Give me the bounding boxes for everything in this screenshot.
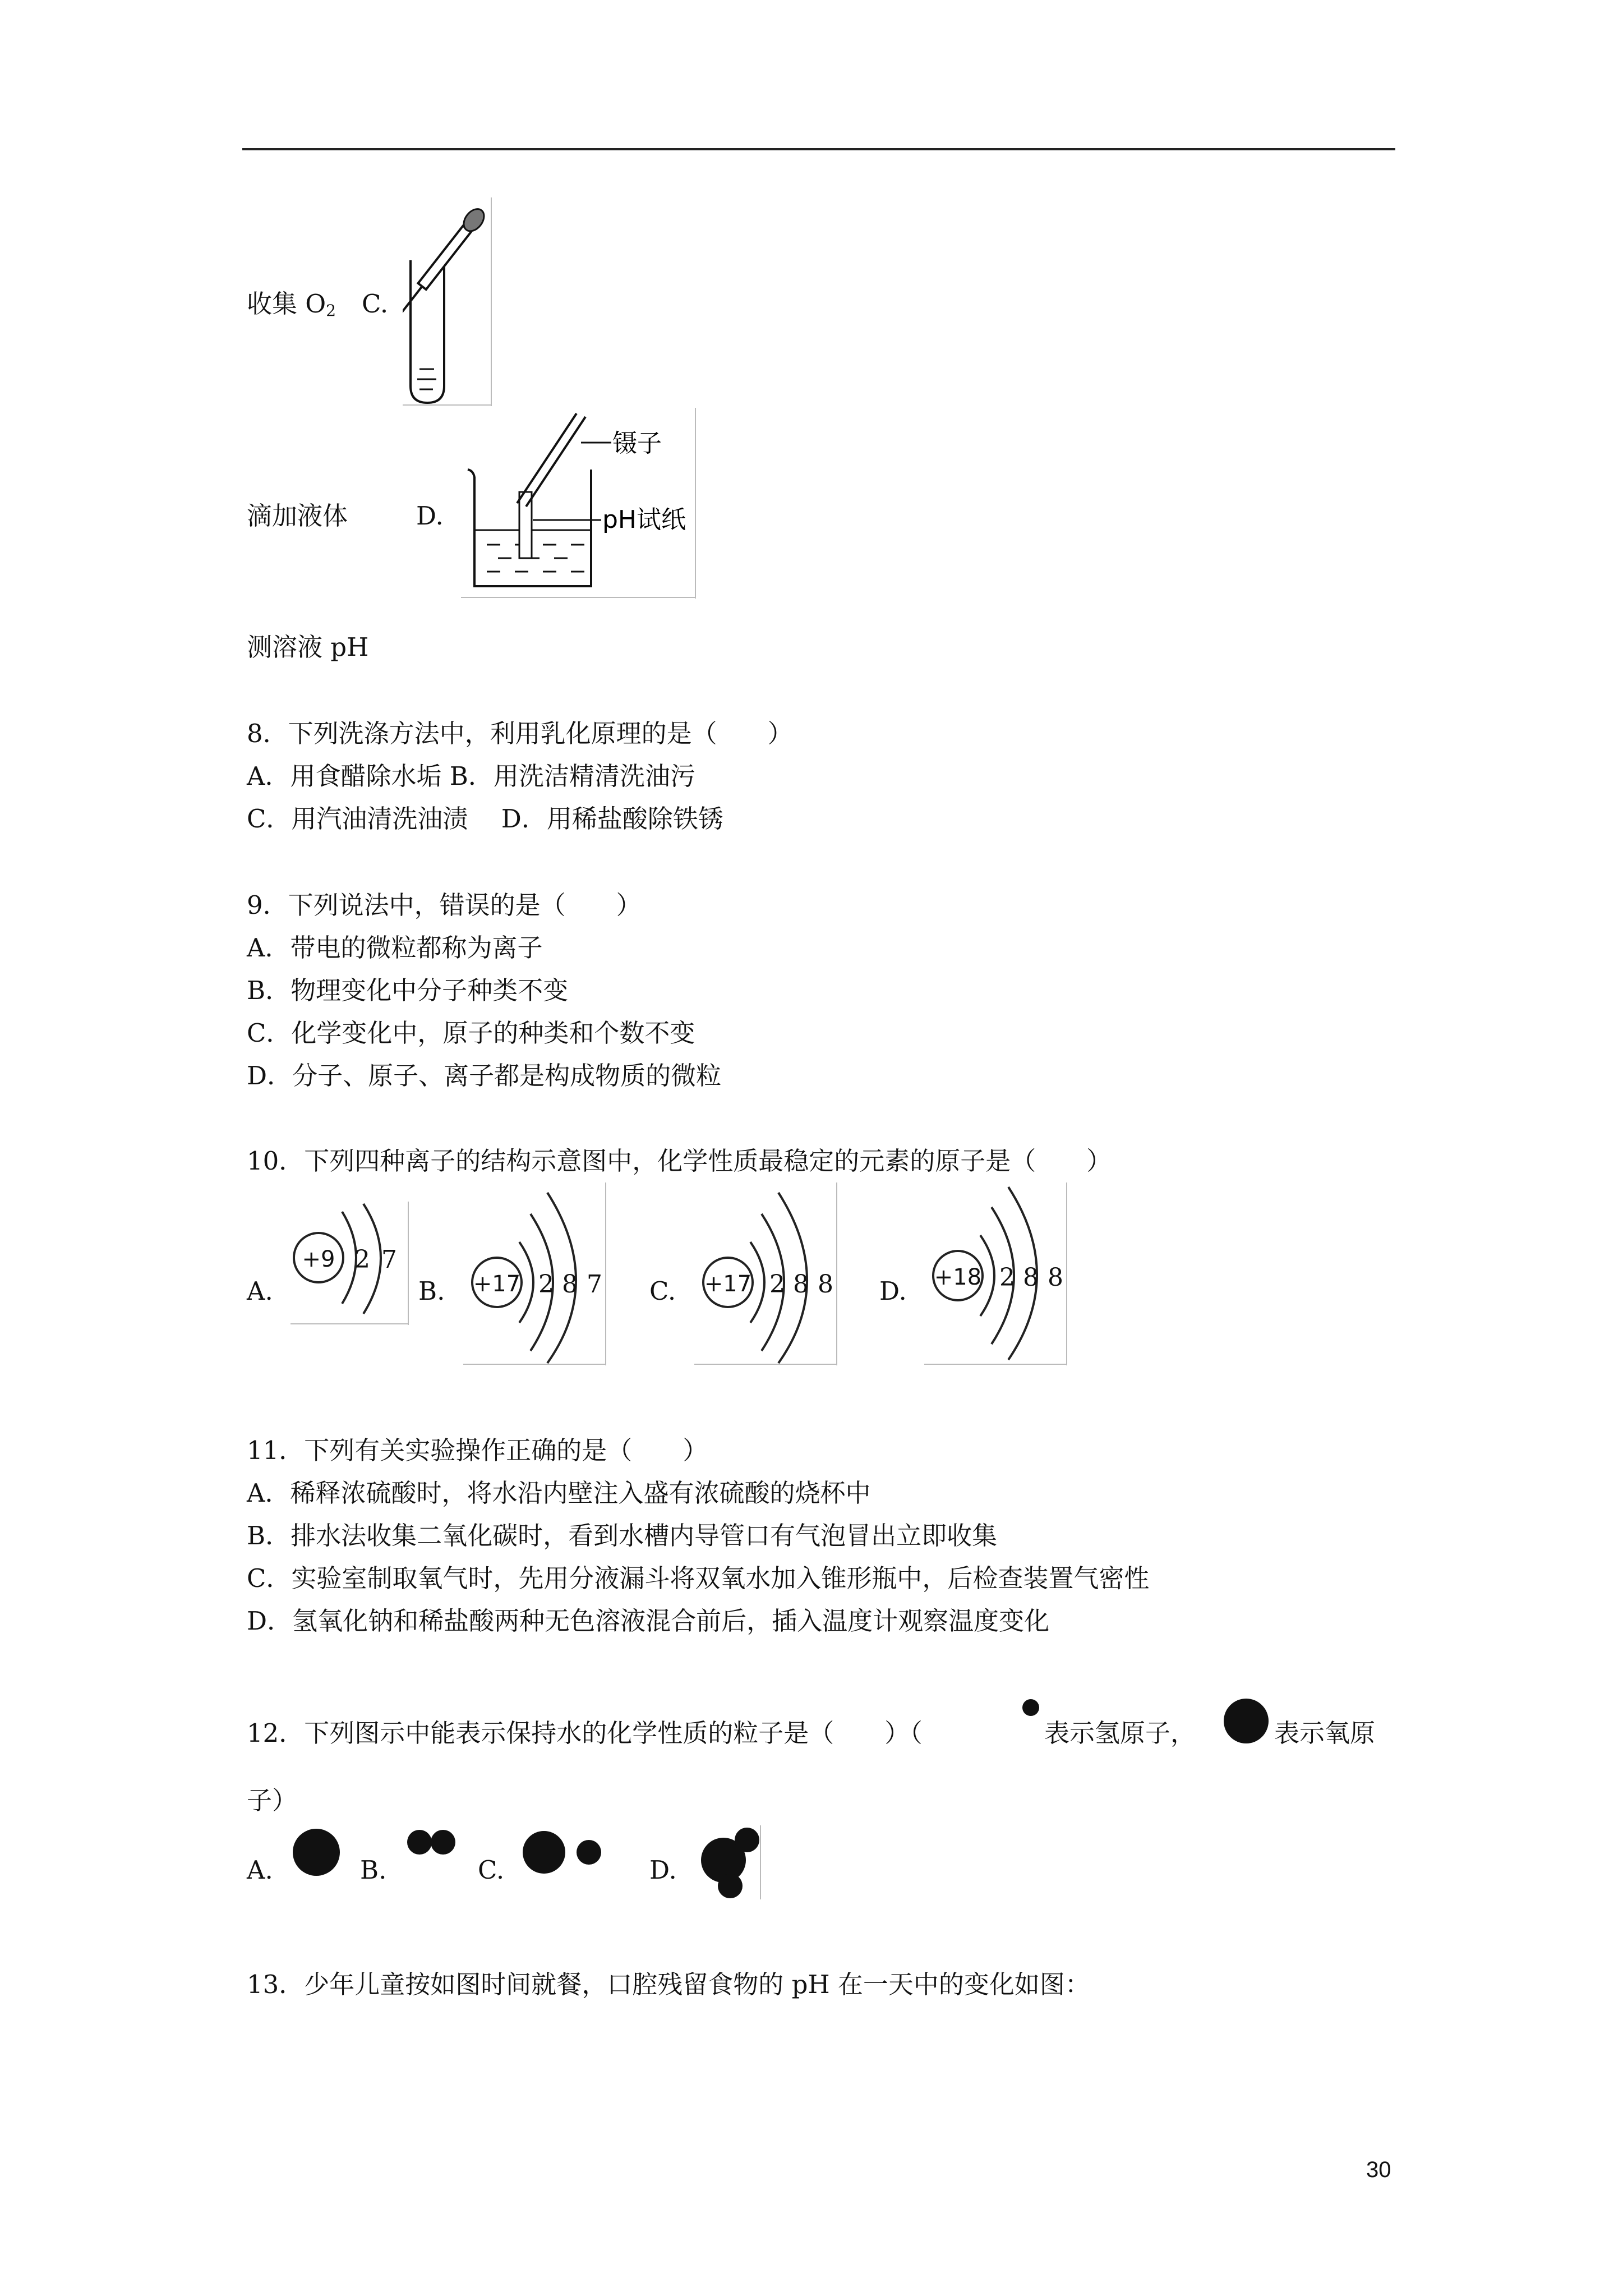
option-c-letter: C. [362, 289, 389, 319]
question-8-options-2: C．用汽油清洗油渍 D．用稀盐酸除铁锈 [247, 804, 723, 834]
question-11-option-b: B．排水法收集二氧化碳时，看到水槽内导管口有气泡冒出立即收集 [247, 1521, 998, 1550]
oxygen-atom-key-icon [1221, 1697, 1272, 1747]
diagram-b-letter: B. [418, 1276, 445, 1306]
question-9-option-d: D．分子、原子、离子都是构成物质的微粒 [247, 1061, 722, 1091]
question-12-option-b-letter: B. [360, 1855, 387, 1885]
tweezers-label: 镊子 [612, 429, 662, 458]
question-13-stem: 13．少年儿童按如图时间就餐，口腔残留食物的 pH 在一天中的变化如图： [247, 1970, 1090, 1999]
option-d-tail: 测溶液 pH [247, 632, 369, 662]
question-12-option-c-letter: C. [478, 1855, 505, 1885]
question-11-option-a: A．稀释浓硫酸时，将水沿内壁注入盛有浓硫酸的烧杯中 [247, 1478, 871, 1508]
question-9-option-b: B．物理变化中分子种类不变 [247, 976, 569, 1005]
shell-d-3: 8 [1048, 1263, 1063, 1292]
shell-b-2: 8 [562, 1270, 578, 1299]
option-d-letter: D. [416, 501, 444, 531]
hydrogen-atom-key-icon [1020, 1696, 1042, 1719]
question-12-stem-a: 12．下列图示中能表示保持水的化学性质的粒子是（ ）（ [247, 1718, 923, 1748]
particle-d-water-molecule [695, 1825, 762, 1899]
question-9-option-a: A．带电的微粒都称为离子 [247, 933, 543, 963]
option-b-tail: 收集 $O_2$ [247, 289, 336, 320]
shell-a-2: 7 [381, 1245, 397, 1274]
particle-c-oxygen-hydrogen [519, 1830, 609, 1875]
shell-b-1: 2 [538, 1270, 554, 1299]
question-12-option-a-letter: A. [247, 1855, 273, 1885]
question-12-stem-d: 子） [247, 1786, 298, 1815]
question-9-option-c: C．化学变化中，原子的种类和个数不变 [247, 1018, 695, 1048]
shell-c-2: 8 [793, 1270, 809, 1299]
beaker-ph-figure [461, 408, 697, 599]
question-8-options-1: A．用食醋除水垢 B．用洗洁精清洗油污 [247, 761, 695, 791]
shell-d-2: 8 [1023, 1263, 1039, 1292]
dropper-test-tube-figure [403, 197, 492, 406]
diagram-d-letter: D. [879, 1276, 907, 1306]
nucleus-d: +18 [934, 1264, 982, 1290]
nucleus-c: +17 [704, 1271, 752, 1297]
atom-diagram-a [291, 1202, 409, 1325]
nucleus-a: +9 [302, 1246, 335, 1272]
question-12-stem-c: 表示氧原 [1274, 1718, 1376, 1748]
diagram-c-letter: C. [649, 1276, 676, 1306]
particle-a-single-oxygen [292, 1828, 343, 1879]
question-11-option-c: C．实验室制取氧气时，先用分液漏斗将双氧水加入锥形瓶中，后检查装置气密性 [247, 1563, 1150, 1593]
question-12-option-d-letter: D. [649, 1855, 677, 1885]
header-rule [242, 148, 1395, 150]
shell-c-3: 8 [818, 1270, 833, 1299]
option-c-tail: 滴加液体 [247, 501, 348, 531]
shell-b-3: 7 [587, 1270, 602, 1299]
shell-c-1: 2 [769, 1270, 785, 1299]
question-12-stem-b: 表示氢原子， [1044, 1718, 1196, 1748]
diagram-a-letter: A. [247, 1276, 273, 1306]
atom-diagram-d [924, 1182, 1068, 1365]
question-11-option-d: D．氢氧化钠和稀盐酸两种无色溶液混合前后，插入温度计观察温度变化 [247, 1606, 1050, 1636]
particle-b-two-hydrogen [406, 1828, 458, 1857]
atom-diagram-c [694, 1182, 838, 1365]
question-8-stem: 8．下列洗涤方法中，利用乳化原理的是（ ） [247, 719, 793, 748]
shell-d-1: 2 [999, 1263, 1015, 1292]
atom-diagram-b [463, 1182, 607, 1365]
page-number: 30 [1366, 2157, 1391, 2182]
shell-a-1: 2 [354, 1245, 370, 1274]
nucleus-b: +17 [473, 1271, 521, 1297]
question-11-stem: 11．下列有关实验操作正确的是（ ） [247, 1435, 708, 1465]
question-9-stem: 9．下列说法中，错误的是（ ） [247, 890, 642, 920]
question-10-stem: 10．下列四种离子的结构示意图中，化学性质最稳定的元素的原子是（ ） [247, 1146, 1112, 1176]
ph-paper-label: pH试纸 [602, 505, 686, 534]
